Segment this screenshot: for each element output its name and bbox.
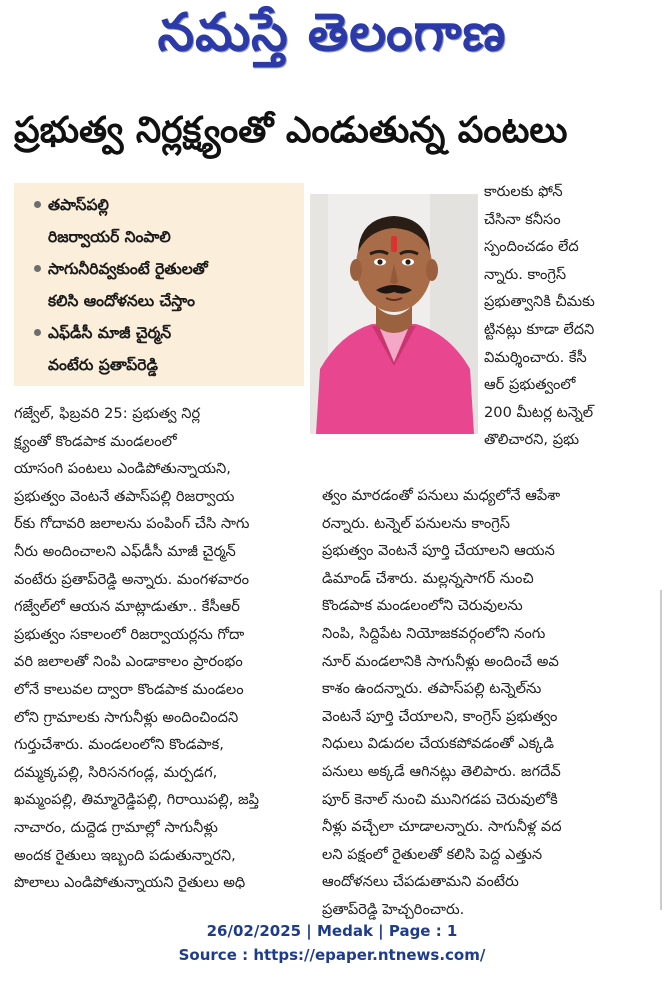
article-line: రన్నారు. టన్నెల్ పనులను కాంగ్రెస్ bbox=[322, 514, 511, 532]
article-line: పూర్ కెనాల్ నుంచి మునిగడప చెరువులోకి bbox=[322, 790, 558, 808]
article-line: కాశం ఉందన్నారు. తపాస్‌పల్లి టన్నెల్‌ను bbox=[322, 680, 542, 698]
page-edge-divider bbox=[660, 590, 662, 910]
article-column-right-top bbox=[484, 178, 652, 454]
article-line: ట్టినట్లు కూడా లేదని bbox=[484, 320, 595, 338]
article-line: ప్రభుత్వానికి చీమకు bbox=[484, 293, 595, 311]
article-line: ర్‌కు గోదావరి జలాలను పంపింగ్ చేసి సాగు bbox=[14, 515, 250, 533]
article-column-left bbox=[14, 400, 310, 897]
article-line: త్వం మారడంతో పనులు మధ్యలోనే ఆపేశా bbox=[322, 487, 561, 504]
article-headline: ప్రభుత్వ నిర్లక్ష్యంతో ఎండుతున్న పంటలు bbox=[14, 110, 568, 151]
article-line: ఖమ్మంపల్లి, తిమ్మారెడ్డిపల్లి, గిరాయిపల్లి, జప్తి bbox=[14, 791, 260, 809]
article-line: చేసినా కనీసం bbox=[484, 210, 561, 228]
bullet-icon bbox=[34, 329, 41, 336]
article-line: ప్రతాప్‌రెడ్డి హెచ్చరించారు. bbox=[322, 900, 465, 918]
article-line: గజ్వేల్, ఫిబ్రవరి 25: ప్రభుత్వ నిర్ల bbox=[14, 405, 201, 422]
article-line: విమర్శించారు. కేసీ bbox=[484, 348, 587, 366]
article-line: నింపి, సిద్దిపేట నియోజకవర్గంలోని నంగు bbox=[322, 624, 546, 642]
article-line: వంటేరు ప్రతాప్‌రెడ్డి అన్నారు. మంగళవారం bbox=[14, 570, 249, 588]
article-line: న్నారు. కాంగ్రెస్ bbox=[484, 265, 567, 283]
article-line: నూర్ మండలానికి సాగునీళ్లు అందించే అవ bbox=[322, 652, 559, 670]
article-line: వరి జలాలతో నింపి ఎండాకాలం ప్రారంభం bbox=[14, 653, 243, 671]
highlight-line: తపాస్‌పల్లి bbox=[48, 196, 109, 214]
highlight-item bbox=[28, 189, 298, 253]
article-line: నీళ్లు వచ్చేలా చూడాలన్నారు. సాగునీళ్ల వద bbox=[322, 818, 562, 836]
highlight-line: వంటేరు ప్రతాప్‌రెడ్డి bbox=[48, 356, 158, 374]
article-line: డిమాండ్ చేశారు. మల్లన్నసాగర్ నుంచి bbox=[322, 569, 534, 587]
article-line: వెంటనే పూర్తి చేయాలని, కాంగ్రెస్ ప్రభుత్వం bbox=[322, 707, 558, 725]
newspaper-masthead bbox=[0, 0, 664, 78]
article-line: నీరు అందించాలని ఎఫ్‌డీసీ మాజీ చైర్మన్ bbox=[14, 542, 236, 560]
highlight-item bbox=[28, 317, 298, 381]
highlights-box bbox=[14, 183, 304, 386]
bullet-icon bbox=[34, 265, 41, 272]
article-line: స్పందించడం లేద bbox=[484, 238, 579, 256]
article-line: కొండపాక మండలంలోని చెరువులను bbox=[322, 597, 523, 615]
bullet-icon bbox=[34, 201, 41, 208]
article-line: ఆర్ ప్రభుత్వంలో bbox=[484, 376, 576, 394]
article-line: 200 మీటర్ల టన్నెల్ bbox=[484, 403, 594, 421]
article-line: లని పక్షంలో రైతులతో కలిసి పెద్ద ఎత్తున bbox=[322, 845, 543, 863]
article-line: ప్రభుత్వం సకాలంలో రిజర్వాయర్లను గోదా bbox=[14, 625, 245, 643]
article-line: తొలిచారని, ప్రభు bbox=[484, 431, 580, 449]
article-line: లోనే కాలువల ద్వారా కొండపాక మండలం bbox=[14, 680, 244, 698]
masthead-title: నమస్తే తెలంగాణ bbox=[157, 2, 507, 63]
article-line: నాచారం, దుద్దెడ గ్రామాల్లో సాగునీళ్లు bbox=[14, 818, 218, 836]
footer-meta: 26/02/2025 | Medak | Page : 1 bbox=[206, 922, 458, 940]
highlight-item bbox=[28, 253, 298, 317]
article-line: క్ష్యంతో కొండపాక మండలంలో bbox=[14, 432, 177, 450]
portrait-illustration bbox=[310, 194, 478, 434]
highlight-line: సాగునీరివ్వకుంటే రైతులతో bbox=[48, 260, 208, 278]
article-line: కారులకు ఫోన్ bbox=[484, 183, 563, 200]
article-line: గజ్వేల్‌లో ఆయన మాట్లాడుతూ.. కేసీఆర్ bbox=[14, 598, 240, 616]
article-line: పొలాలు ఎండిపోతున్నాయని రైతులు అధి bbox=[14, 874, 246, 892]
article-line: నిధులు విడుదల చేయకపోవడంతో ఎక్కడి bbox=[322, 735, 555, 753]
article-column-right-bottom bbox=[322, 482, 652, 924]
article-line: అందక రైతులు ఇబ్బంది పడుతున్నారని, bbox=[14, 846, 236, 864]
article-line: ప్రభుత్వం వెంటనే తపాస్‌పల్లి రిజర్వాయ bbox=[14, 487, 235, 505]
highlight-line: ఎఫ్‌డీసీ మాజీ చైర్మన్ bbox=[48, 324, 172, 342]
article-line: లోని గ్రామాలకు సాగునీళ్లు అందించిందని bbox=[14, 708, 239, 726]
article-line: ప్రభుత్వం వెంటనే పూర్తి చేయాలని ఆయన bbox=[322, 542, 555, 560]
article-line: దమ్మక్కపల్లి, సిరిసనగండ్ల, మర్పడగ, bbox=[14, 763, 218, 781]
article-line: ఆందోళనలు చేపడుతామని వంటేరు bbox=[322, 873, 519, 891]
article-line: పనులు అక్కడే ఆగినట్లు తెలిపారు. జగదేవ్ bbox=[322, 762, 561, 780]
article-line: యాసంగి పంటలు ఎండిపోతున్నాయని, bbox=[14, 460, 231, 478]
footer-source: Source : https://epaper.ntnews.com/ bbox=[178, 946, 486, 964]
highlight-line: కలిసి ఆందోళనలు చేస్తాం bbox=[48, 292, 195, 310]
highlight-line: రిజర్వాయర్ నింపాలి bbox=[48, 228, 171, 246]
portrait-photo bbox=[310, 194, 478, 434]
article-line: గుర్తుచేశారు. మండలంలోని కొండపాక, bbox=[14, 736, 224, 754]
